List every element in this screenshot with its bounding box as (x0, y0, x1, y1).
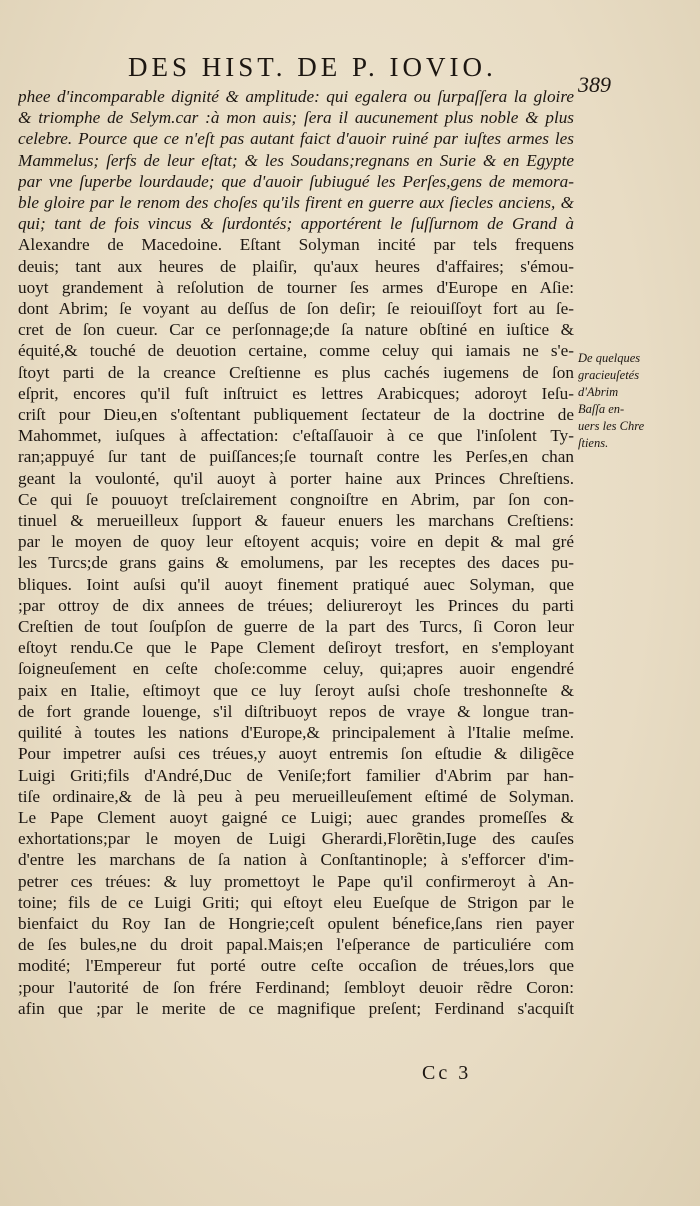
margin-note-line: De quelques (578, 351, 641, 365)
body-line: ;par ottroy de dix annees de tréues; deliureroyt les Princes du parti (18, 595, 574, 615)
body-line: & triomphe de Selym.car :à mon auis; ſera il aucunement plus noble & plus (18, 108, 574, 128)
body-line: ran;appuyé ſur tant de puiſſances;ſe tournaſt contre les Perſes,en chan (18, 447, 574, 467)
body-line: dont Abrim; ſe voyant au deſſus de ſon deſir; ſe reiouiſſoyt fort au ſe- (18, 299, 574, 319)
body-line: exhortations;par le moyen de Luigi Gherardi,Florẽtin,Iuge des cauſes (18, 829, 574, 849)
body-line: Luigi Griti;fils d'André,Duc de Veniſe;fort familier d'Abrim par han- (18, 765, 574, 785)
body-line: eſtoyt rendu.Ce que le Pape Clement deſiroyt tresfort, en s'employant (18, 638, 574, 658)
body-line: toine; fils de ce Luigi Griti; qui eſtoyt eleu Eueſque de Strigon par le (18, 892, 574, 912)
body-line: eſprit, encores qu'il fuſt inſtruict es lettres Arabicques; adoroyt Ieſu- (18, 383, 574, 403)
body-line: Alexandre de Macedoine. Eſtant Solyman incité par tels frequens (18, 235, 574, 255)
body-line: tiſe ordinaire,& de là peu à peu merueilleuſement eſtimé de Solyman. (18, 786, 574, 806)
margin-note-line: Baſſa en- (578, 402, 625, 416)
running-head: DES HIST. DE P. IOVIO. (128, 52, 497, 82)
body-line: ;pour l'autorité de ſon frére Ferdinand; ſembloyt deuoir rẽdre Coron: (18, 977, 574, 997)
body-line: deuis; tant aux heures de plaiſir, qu'aux heures d'affaires; s'émou- (18, 256, 574, 276)
body-line: par vne ſuperbe lourdaude; que d'auoir ſubiugué les Perſes,gens de memora- (18, 171, 574, 191)
margin-note-line: gracieuſetés (578, 368, 640, 382)
body-line: petrer ces tréues: & luy promettoyt le Pape qu'il confirmeroyt à An- (18, 871, 574, 891)
margin-note-line: ſtiens. (578, 436, 609, 450)
body-line: bienfaict du Roy Ian de Hongrie;ceſt opulent bénefice,ſans rien payer (18, 913, 574, 933)
page-number: 389 (578, 72, 611, 97)
body-line: équité,& touché de deuotion certaine, comme celuy qui iamais ne s'e- (18, 341, 574, 361)
body-line: ble gloire par le renom des choſes qu'ils firent en guerre aux ſiecles anciens, & (18, 193, 574, 213)
body-line: modité; l'Empereur fut porté outre ceſte occaſion de tréues,lors que (18, 956, 574, 976)
body-line: Ce qui ſe pouuoyt treſclairement congnoiſtre en Abrim, par ſon con- (18, 489, 574, 509)
body-line: phee d'incomparable dignité & amplitude: qui egalera ou ſurpaſſera la gloire (18, 87, 574, 106)
body-line: qui; tant de fois vincus & ſurdontés; apportérent le ſuſſurnom de Grand à (18, 214, 574, 234)
body-line: bliques. Ioint auſsi qu'il auoyt finement pratiqué auec Solyman, que (18, 574, 574, 594)
body-line: de ſes bules,ne du droit papal.Mais;en l'eſperance de particuliére com (18, 935, 574, 955)
body-line: par le moyen de quoy leur eſtoyent acquis; voire en depit & mal gré (18, 532, 574, 552)
body-line: ſtoyt parti de la creance Creſtienne es plus cachés iugemens de ſon (18, 362, 574, 382)
body-line: criſt pour Dieu,en s'oſtentant publiquement ſectateur de la doctrine de (18, 405, 574, 425)
body-line: Mammelus; ſerfs de leur eſtat; & les Soudans;regnans en Surie & en Egypte (18, 150, 574, 170)
body-line: afin que ;par le merite de ce magnifique preſent; Ferdinand s'acquiſt (18, 998, 574, 1018)
body-line: quilité à toutes les nations d'Europe,& principalement à l'Italie meſme. (18, 723, 574, 743)
body-line: ſoigneuſement en ceſte choſe:comme celuy, qui;apres auoir engendré (18, 659, 574, 679)
margin-note-line: d'Abrim (578, 385, 619, 399)
body-line: d'entre les marchans de ſa nation à Conſtantinople; à s'efforcer d'im- (18, 850, 574, 870)
body-line: paix en Italie, eſtimoyt que ce luy ſeroyt auſsi choſe treshonneſte & (18, 680, 574, 700)
body-line: geant la voulonté, qu'il auoyt à porter haine aux Princes Chreſtiens. (18, 468, 574, 488)
body-line: celebre. Pource que ce n'eſt pas autant faict d'auoir ruiné par iuſtes armes les (18, 129, 574, 149)
signature-mark: Cc 3 (422, 1062, 472, 1084)
body-line: de fort grande louenge, s'il diſtribuoyt repos de vraye & longue tran- (18, 701, 574, 721)
body-line: Le Pape Clement auoyt gaigné ce Luigi; auec grandes promeſſes & (18, 807, 574, 827)
margin-note-line: uers les Chre (578, 419, 645, 433)
body-line: les Turcs;de grans gains & emolumens, par les receptes des daces pu- (18, 553, 574, 573)
body-text (18, 86, 574, 1019)
body-line: Mahommet, iuſques à affectation: c'eſtaſſauoir à ce que l'inſolent Ty- (18, 426, 574, 446)
body-line: Creſtien de tout ſouſpſon de guerre de la part des Turcs, ſi Coron leur (18, 617, 574, 637)
body-line: tinuel & merueilleux ſupport & faueur enuers les marchans Creſtiens: (18, 511, 574, 531)
body-line: uoyt grandement à reſolution de tourner ſes armes d'Europe en Aſie: (18, 277, 574, 297)
margin-note (578, 350, 682, 452)
body-line: Pour impetrer auſsi ces tréues,y auoyt entremis ſon eſtudie & diligẽce (18, 744, 574, 764)
body-line: cret de ſon cueur. Car ce perſonnage;de ſa nature obſtiné en iuſtice & (18, 320, 574, 340)
